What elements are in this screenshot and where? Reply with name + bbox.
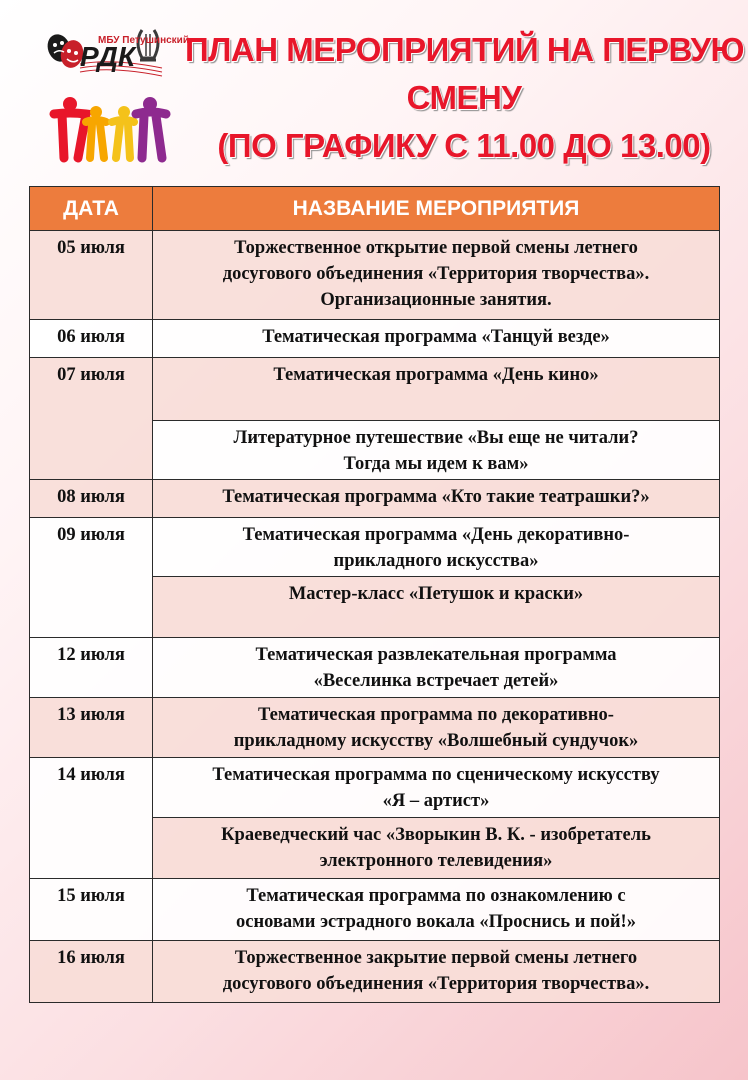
event-line: досугового объединения «Территория творчества». <box>222 974 650 994</box>
event-cell <box>153 941 720 1003</box>
title-line: ПЛАН МЕРОПРИЯТИЙ НА ПЕРВУЮ <box>185 31 745 68</box>
event-cell <box>153 698 720 758</box>
event-line: Тематическая программа «День декоративно- <box>242 525 630 545</box>
event-line: Мастер-класс «Петушок и краски» <box>288 584 584 604</box>
event-line: Торжественное закрытие первой смены летнего <box>234 948 638 968</box>
logo-abbr-text: РДК <box>80 41 136 72</box>
event-cell <box>153 818 720 879</box>
event-line: Организационные занятия. <box>320 290 552 310</box>
table-row <box>30 758 720 818</box>
event-line: Краеведческий час «Зворыкин В. К. - изобретатель <box>221 825 651 845</box>
schedule-table <box>29 186 720 1003</box>
date-cell: 14 июля <box>30 758 153 879</box>
table-row <box>30 320 720 358</box>
event-cell <box>153 320 720 358</box>
event-line: Тогда мы идем к вам» <box>343 454 529 474</box>
event-line: Торжественное открытие первой смены летнего <box>234 238 638 258</box>
table-row <box>30 941 720 1003</box>
event-cell <box>153 358 720 421</box>
table-row <box>30 358 720 421</box>
event-cell <box>153 421 720 480</box>
event-line: Тематическая программа «Танцуй везде» <box>262 327 610 347</box>
event-line: Тематическая программа по декоративно- <box>258 705 614 725</box>
date-cell: 06 июля <box>30 320 153 358</box>
event-line: Тематическая программа по ознакомлению с <box>246 886 626 906</box>
event-cell <box>153 577 720 638</box>
event-line: Литературное путешествие «Вы еще не читали? <box>233 428 639 448</box>
event-line: «Веселинка встречает детей» <box>313 671 559 691</box>
table-row <box>30 480 720 518</box>
event-cell <box>153 518 720 577</box>
logo-org-text: МБУ Петушинский <box>98 35 189 46</box>
title-line: СМЕНУ <box>406 79 522 116</box>
date-cell: 08 июля <box>30 480 153 518</box>
title-line: (ПО ГРАФИКУ С 11.00 ДО 13.00) <box>217 127 711 164</box>
rdk-logo <box>42 18 189 176</box>
table-row <box>30 698 720 758</box>
table-row <box>30 518 720 577</box>
event-line: прикладного искусства» <box>333 551 539 571</box>
event-line: Тематическая развлекательная программа <box>255 645 617 665</box>
date-cell: 15 июля <box>30 879 153 941</box>
event-line: основами эстрадного вокала «Проснись и пой!» <box>236 912 636 932</box>
page-title <box>185 26 743 170</box>
date-cell: 07 июля <box>30 358 153 480</box>
date-cell: 05 июля <box>30 231 153 320</box>
dancing-figures-icon <box>54 97 166 158</box>
event-line: Тематическая программа «Кто такие театрашки?» <box>222 487 650 507</box>
table-row <box>30 879 720 941</box>
event-cell <box>153 758 720 818</box>
date-cell: 13 июля <box>30 698 153 758</box>
event-line: «Я – артист» <box>382 791 490 811</box>
event-line: электронного телевидения» <box>319 851 553 871</box>
event-line: Тематическая программа «День кино» <box>273 365 599 385</box>
event-cell <box>153 480 720 518</box>
event-cell <box>153 231 720 320</box>
event-line: досугового объединения «Территория творчества». <box>222 264 650 284</box>
date-cell: 12 июля <box>30 638 153 698</box>
table-header-row <box>30 187 720 231</box>
date-cell: 16 июля <box>30 941 153 1003</box>
table-row <box>30 231 720 320</box>
column-header-name: НАЗВАНИЕ МЕРОПРИЯТИЯ <box>153 187 720 231</box>
event-line: Тематическая программа по сценическому искусству <box>212 765 660 785</box>
event-line: прикладному искусству «Волшебный сундучок» <box>233 731 639 751</box>
event-cell <box>153 879 720 941</box>
column-header-date: ДАТА <box>30 187 153 231</box>
date-cell: 09 июля <box>30 518 153 638</box>
table-row <box>30 638 720 698</box>
event-cell <box>153 638 720 698</box>
